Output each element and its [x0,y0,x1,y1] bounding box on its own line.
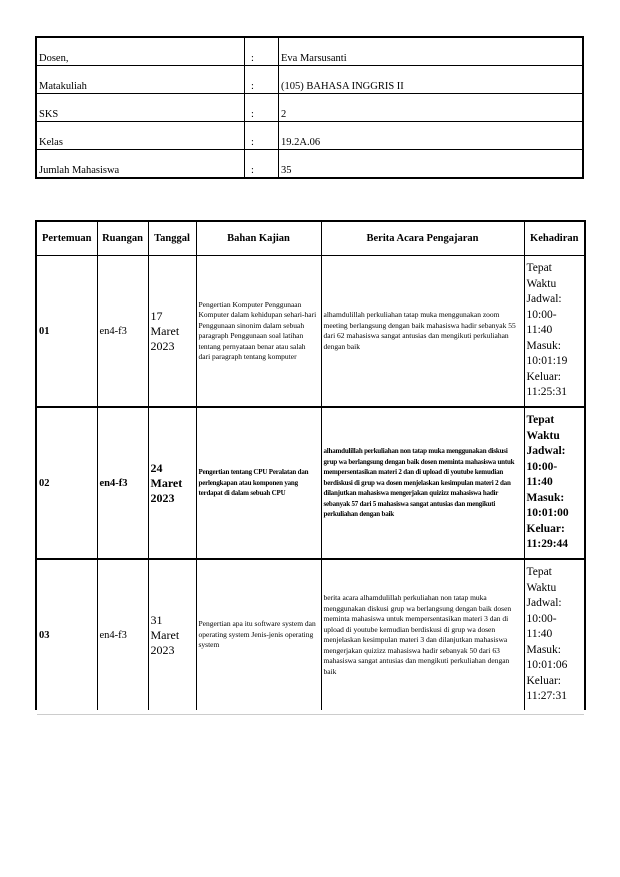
info-separator: : [245,37,279,66]
info-value: Eva Marsusanti [279,37,584,66]
info-value: 2 [279,94,584,122]
tanggal-cell: 24 Maret 2023 [148,407,196,559]
info-row-jumlah-mahasiswa [36,150,583,179]
info-separator: : [245,94,279,122]
pertemuan-cell: 01 [36,256,97,408]
bahan-kajian-cell: Pengertian tentang CPU Peralatan dan perlengkapan atau komponen yang terdapat di dalam sebuah CPU [196,407,321,559]
ruangan-cell: en4-f3 [97,256,148,408]
kehadiran-cell: Tepat Waktu Jadwal: 10:00-11:40 Masuk: 10:01:19 Keluar: 11:25:31 [524,256,585,408]
info-label: Dosen, [36,37,245,66]
table-row [36,256,585,408]
info-label: Jumlah Mahasiswa [36,150,245,179]
schedule-header-row [36,221,585,256]
info-value: 19.2A.06 [279,122,584,150]
table-bottom-edge [37,714,584,716]
info-label: Matakuliah [36,66,245,94]
berita-acara-cell: alhamdulillah perkuliahan tatap muka menggunakan zoom meeting berlangsung dengan baik mahasiswa hadir sebanyak 55 dari 62 mahasiswa sangat antusias dan mengikuti perkuliahan dengan baik [321,256,524,408]
info-row-sks [36,94,583,122]
info-value: 35 [279,150,584,179]
bahan-kajian-cell: Pengertian Komputer Penggunaan Komputer dalam kehidupan sehari-hari Penggunaan sinonim dalam sebuah paragraph Penggunaan soal latihan tentang pernyataan benar atau salah dari paragraph tentang komputer [196,256,321,408]
header-ruangan: Ruangan [97,221,148,256]
info-value: (105) BAHASA INGGRIS II [279,66,584,94]
info-separator: : [245,122,279,150]
tanggal-cell: 17 Maret 2023 [148,256,196,408]
info-separator: : [245,66,279,94]
table-row [36,407,585,559]
info-row-kelas [36,122,583,150]
tanggal-cell: 31 Maret 2023 [148,559,196,710]
ruangan-cell: en4-f3 [97,407,148,559]
info-label: SKS [36,94,245,122]
header-pertemuan: Pertemuan [36,221,97,256]
table-row [36,559,585,710]
info-row-dosen [36,37,583,66]
info-row-matakuliah [36,66,583,94]
schedule-table [35,220,586,710]
bahan-kajian-cell: Pengertian apa itu software system dan operating system Jenis-jenis operating system [196,559,321,710]
berita-acara-cell: berita acara alhamdulillah perkuliahan non tatap muka menggunakan diskusi grup wa berlangsung dengan baik dosen meminta mahasiswa untuk mempersentasikan materi 3 dan di upload di youtube kemudian berdiskusi di grup wa dosen menjelaskan kesimpulan materi 3 dan dilanjutkan mahasiswa mengerjakan quizizz mahasiswa hadir sebanyak 50 dari 63 mahasiswa sangat antusias dan mengikuti perkuliahan dengan baik [321,559,524,710]
header-bahan-kajian: Bahan Kajian [196,221,321,256]
header-kehadiran: Kehadiran [524,221,585,256]
course-info-table [35,36,584,179]
kehadiran-cell: Tepat Waktu Jadwal: 10:00-11:40 Masuk: 10:01:06 Keluar: 11:27:31 [524,559,585,710]
header-tanggal: Tanggal [148,221,196,256]
info-separator: : [245,150,279,179]
kehadiran-cell: Tepat Waktu Jadwal: 10:00-11:40 Masuk: 10:01:00 Keluar: 11:29:44 [524,407,585,559]
pertemuan-cell: 02 [36,407,97,559]
info-label: Kelas [36,122,245,150]
pertemuan-cell: 03 [36,559,97,710]
berita-acara-cell: alhamdulillah perkuliahan non tatap muka menggunakan diskusi grup wa berlangsung dengan baik dosen meminta mahasiswa untuk mempersentasikan materi 2 dan di upload di youtube kemudian berdiskusi di grup wa dosen menjelaskan kesimpulan materi 2 dan dilanjutkan mahasiswa mengerjakan quizizz mahasiswa hadir sebanyak 57 dari 5 mahasiswa sangat antusias dan mengikuti perkuliahan dengan baik [321,407,524,559]
header-berita-acara: Berita Acara Pengajaran [321,221,524,256]
ruangan-cell: en4-f3 [97,559,148,710]
